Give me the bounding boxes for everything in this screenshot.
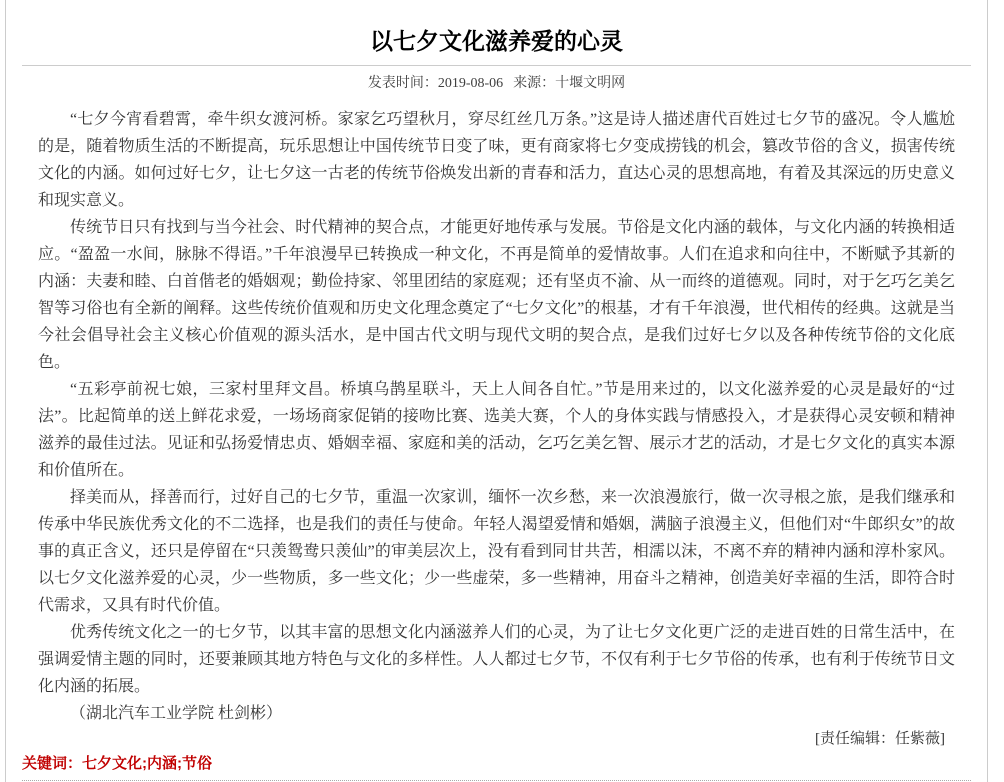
source-label: 来源： bbox=[513, 76, 556, 91]
article-body bbox=[22, 106, 971, 727]
author-attribution: （湖北汽车工业学院 杜剑彬） bbox=[70, 705, 283, 722]
source-value: 十堰文明网 bbox=[555, 76, 626, 91]
editor-note: [责任编辑：任紫薇] bbox=[815, 731, 945, 747]
publish-time-value: 2019-08-06 bbox=[437, 76, 504, 91]
bottom-dotted-divider bbox=[22, 780, 971, 781]
paragraph: 择美而从，择善而行，过好自己的七夕节，重温一次家训，缅怀一次乡愁，来一次浪漫旅行，做一次寻根之旅，是我们继承和传承中华民族优秀文化的不二选择，也是我们的责任与使命。年轻人渴望爱情和婚姻，满脑子浪漫主义，但他们对“牛郎织女”的故事的真正含义，还只是停留在“只羡鸳鸯只羡仙”的审美层次上，没有看到同甘共苦，相濡以沫，不离不弃的精神内涵和淳朴家风。以七夕文化滋养爱的心灵，少一些物质，多一些文化；少一些虚荣，多一些精神，用奋斗之精神，创造美好幸福的生活，即符合时代需求，又具有时代价值。 bbox=[38, 489, 955, 614]
publish-meta bbox=[22, 74, 971, 93]
keywords-value[interactable]: 七夕文化;内涵;节俗 bbox=[82, 755, 213, 772]
paragraph: 传统节日只有找到与当今社会、时代精神的契合点，才能更好地传承与发展。节俗是文化内涵的载体，与文化内涵的转换相适应。“盈盈一水间，脉脉不得语。”千年浪漫早已转换成一种文化，不再是简单的爱情故事。人们在追求和向往中，不断赋予其新的内涵：夫妻和睦、白首偕老的婚姻观；勤俭持家、邻里团结的家庭观；还有坚贞不渝、从一而终的道德观。同时，对于乞巧乞美乞智等习俗也有全新的阐释。这些传统价值观和历史文化理念奠定了“七夕文化”的根基，才有千年浪漫，世代相传的经典。这就是当今社会倡导社会主义核心价值观的源头活水，是中国古代文明与现代文明的契合点，是我们过好七夕以及各种传统节俗的文化底色。 bbox=[38, 219, 955, 371]
keywords-line bbox=[22, 755, 971, 773]
paragraph: 优秀传统文化之一的七夕节，以其丰富的思想文化内涵滋养人们的心灵，为了让七夕文化更广泛的走进百姓的日常生活中，在强调爱情主题的同时，还要兼顾其地方特色与文化的多样性。人人都过七夕节，不仅有利于七夕节俗的传承，也有利于传统节日文化内涵的拓展。 bbox=[38, 624, 955, 695]
page-container bbox=[5, 0, 988, 782]
paragraph: “五彩亭前祝七娘，三家村里拜文昌。桥填乌鹊星联斗，天上人间各自忙。”节是用来过的，以文化滋养爱的心灵是最好的“过法”。比起简单的送上鲜花求爱，一场场商家促销的接吻比赛、选美大赛，个人的身体实践与情感投入，才是获得心灵安顿和精神滋养的最佳过法。见证和弘扬爱情忠贞、婚姻幸福、家庭和美的活动，乞巧乞美乞智、展示才艺的活动，才是七夕文化的真实本源和价值所在。 bbox=[38, 381, 955, 479]
title-divider bbox=[22, 65, 971, 66]
publish-time-label: 发表时间： bbox=[367, 76, 438, 91]
keywords-label: 关键词： bbox=[22, 755, 83, 772]
page-title: 以七夕文化滋养爱的心灵 bbox=[370, 28, 623, 54]
paragraph: “七夕今宵看碧霄，牵牛织女渡河桥。家家乞巧望秋月，穿尽红丝几万条。”这是诗人描述唐代百姓过七夕节的盛况。令人尴尬的是，随着物质生活的不断提高，玩乐思想让中国传统节日变了味，更有商家将七夕变成捞钱的机会，篡改节俗的含义，损害传统文化的内涵。如何过好七夕，让七夕这一古老的传统节俗焕发出新的青春和活力，直达心灵的思想高地，有着及其深远的历史意义和现实意义。 bbox=[38, 111, 955, 209]
